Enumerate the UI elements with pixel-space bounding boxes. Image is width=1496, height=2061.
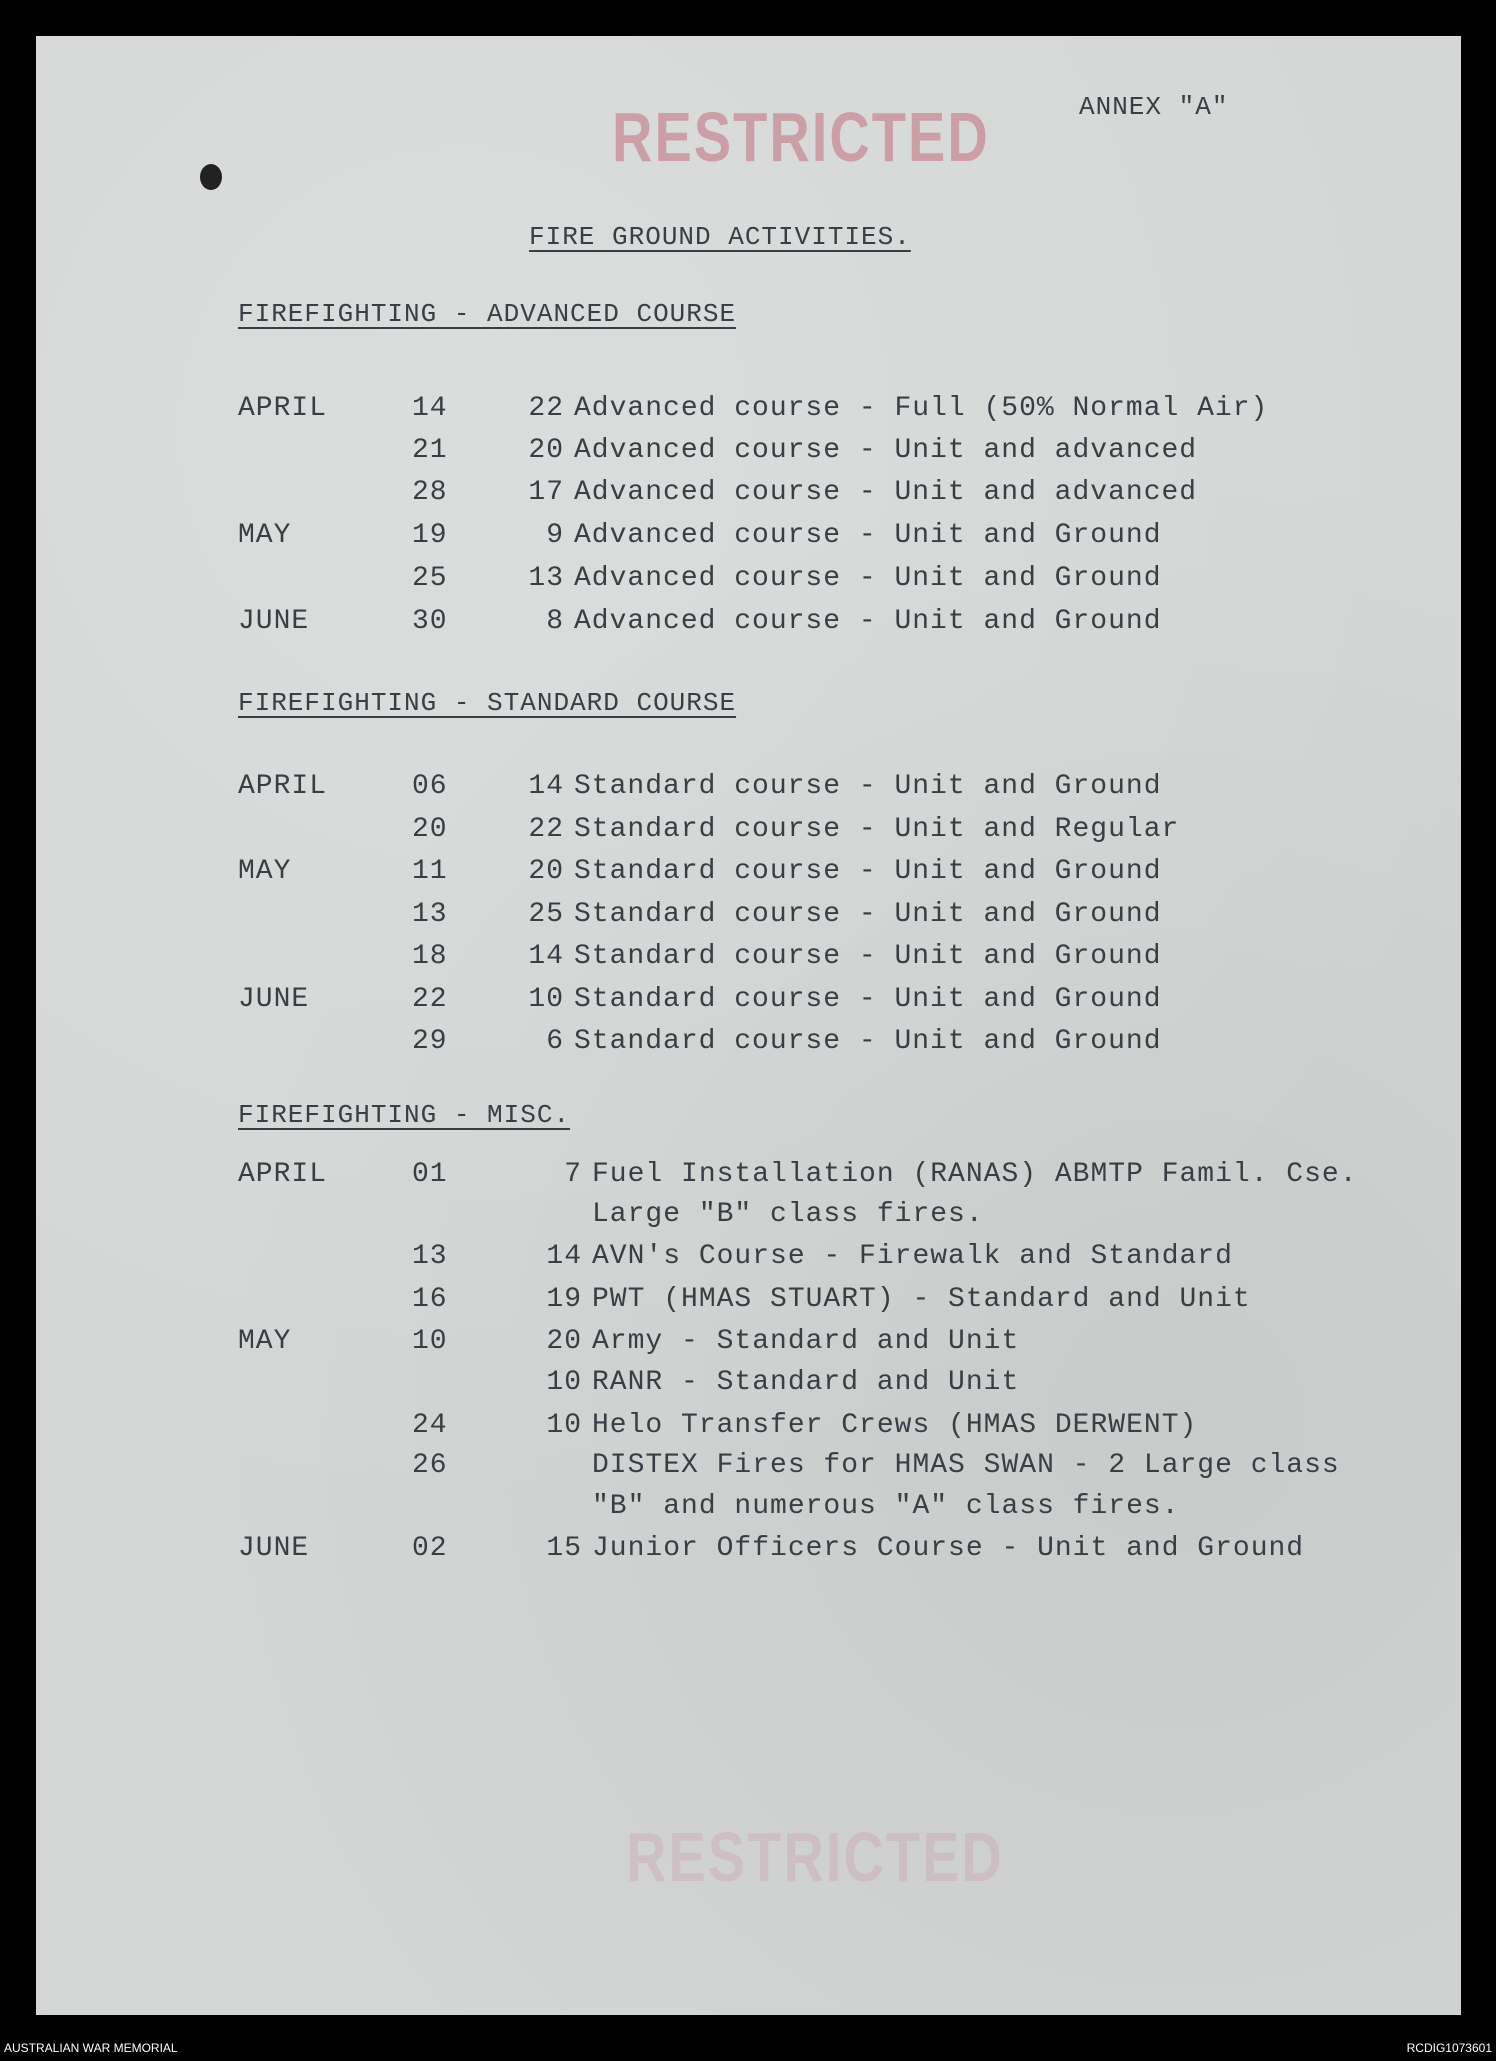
row-description: Advanced course - Full (50% Normal Air) [574,393,1269,424]
row-month: JUNE [238,1533,310,1564]
row-description: Advanced course - Unit and advanced [574,477,1198,508]
row-description: Standard course - Unit and Ground [574,856,1162,887]
footer-id: RCDIG1073601 [1406,2041,1492,2055]
page-title: FIRE GROUND ACTIVITIES. [529,222,911,252]
row-count: 9 [546,520,564,551]
row-description: Standard course - Unit and Ground [574,899,1162,930]
restricted-stamp-bottom: RESTRICTED [626,1817,1004,1896]
row-month: JUNE [238,984,310,1015]
row-description: Large "B" class fires. [592,1199,984,1230]
row-month: MAY [238,856,292,887]
row-count: 7 [564,1159,582,1190]
row-description: Advanced course - Unit and Ground [574,606,1162,637]
row-day: 30 [412,606,448,637]
row-count: 14 [528,941,564,972]
row-day: 16 [412,1284,448,1315]
row-day: 25 [412,563,448,594]
row-description: Army - Standard and Unit [592,1326,1020,1357]
section-heading: FIREFIGHTING - ADVANCED COURSE [238,299,737,329]
row-month: APRIL [238,1159,328,1190]
row-description: Standard course - Unit and Ground [574,984,1162,1015]
punch-hole [200,164,222,190]
restricted-stamp-top: RESTRICTED [612,97,990,176]
row-description: Advanced course - Unit and Ground [574,520,1162,551]
row-month: JUNE [238,606,310,637]
document-page [36,36,1461,2015]
row-day: 24 [412,1410,448,1441]
row-description: PWT (HMAS STUART) - Standard and Unit [592,1284,1251,1315]
row-description: Standard course - Unit and Ground [574,771,1162,802]
row-description: RANR - Standard and Unit [592,1367,1020,1398]
row-day: 11 [412,856,448,887]
row-description: Standard course - Unit and Ground [574,941,1162,972]
footer-archive: AUSTRALIAN WAR MEMORIAL [4,2041,178,2055]
row-count: 20 [528,856,564,887]
row-count: 20 [546,1326,582,1357]
row-day: 02 [412,1533,448,1564]
row-day: 13 [412,899,448,930]
row-count: 19 [546,1284,582,1315]
row-count: 10 [546,1410,582,1441]
row-day: 13 [412,1241,448,1272]
row-day: 26 [412,1450,448,1481]
section-heading: FIREFIGHTING - MISC. [238,1100,571,1130]
row-description: Advanced course - Unit and advanced [574,435,1198,466]
row-count: 6 [546,1026,564,1057]
row-description: DISTEX Fires for HMAS SWAN - 2 Large class [592,1450,1340,1481]
row-month: MAY [238,1326,292,1357]
row-count: 14 [546,1241,582,1272]
row-count: 17 [528,477,564,508]
row-description: Fuel Installation (RANAS) ABMTP Famil. Cse. [592,1159,1358,1190]
row-day: 19 [412,520,448,551]
row-day: 01 [412,1159,448,1190]
annex-label: ANNEX "A" [1079,92,1229,122]
row-count: 22 [528,393,564,424]
row-description: Helo Transfer Crews (HMAS DERWENT) [592,1410,1198,1441]
row-description: Junior Officers Course - Unit and Ground [592,1533,1305,1564]
row-description: Standard course - Unit and Ground [574,1026,1162,1057]
row-count: 25 [528,899,564,930]
row-description: "B" and numerous "A" class fires. [592,1491,1180,1522]
row-description: Standard course - Unit and Regular [574,814,1180,845]
row-count: 22 [528,814,564,845]
row-day: 22 [412,984,448,1015]
row-day: 21 [412,435,448,466]
row-month: APRIL [238,393,328,424]
row-description: AVN's Course - Firewalk and Standard [592,1241,1233,1272]
row-count: 10 [528,984,564,1015]
row-day: 29 [412,1026,448,1057]
row-day: 06 [412,771,448,802]
row-description: Advanced course - Unit and Ground [574,563,1162,594]
row-day: 28 [412,477,448,508]
row-count: 14 [528,771,564,802]
row-month: APRIL [238,771,328,802]
row-count: 15 [546,1533,582,1564]
row-day: 18 [412,941,448,972]
row-count: 10 [546,1367,582,1398]
row-day: 10 [412,1326,448,1357]
row-count: 20 [528,435,564,466]
row-count: 8 [546,606,564,637]
row-month: MAY [238,520,292,551]
row-day: 14 [412,393,448,424]
section-heading: FIREFIGHTING - STANDARD COURSE [238,688,737,718]
row-day: 20 [412,814,448,845]
row-count: 13 [528,563,564,594]
